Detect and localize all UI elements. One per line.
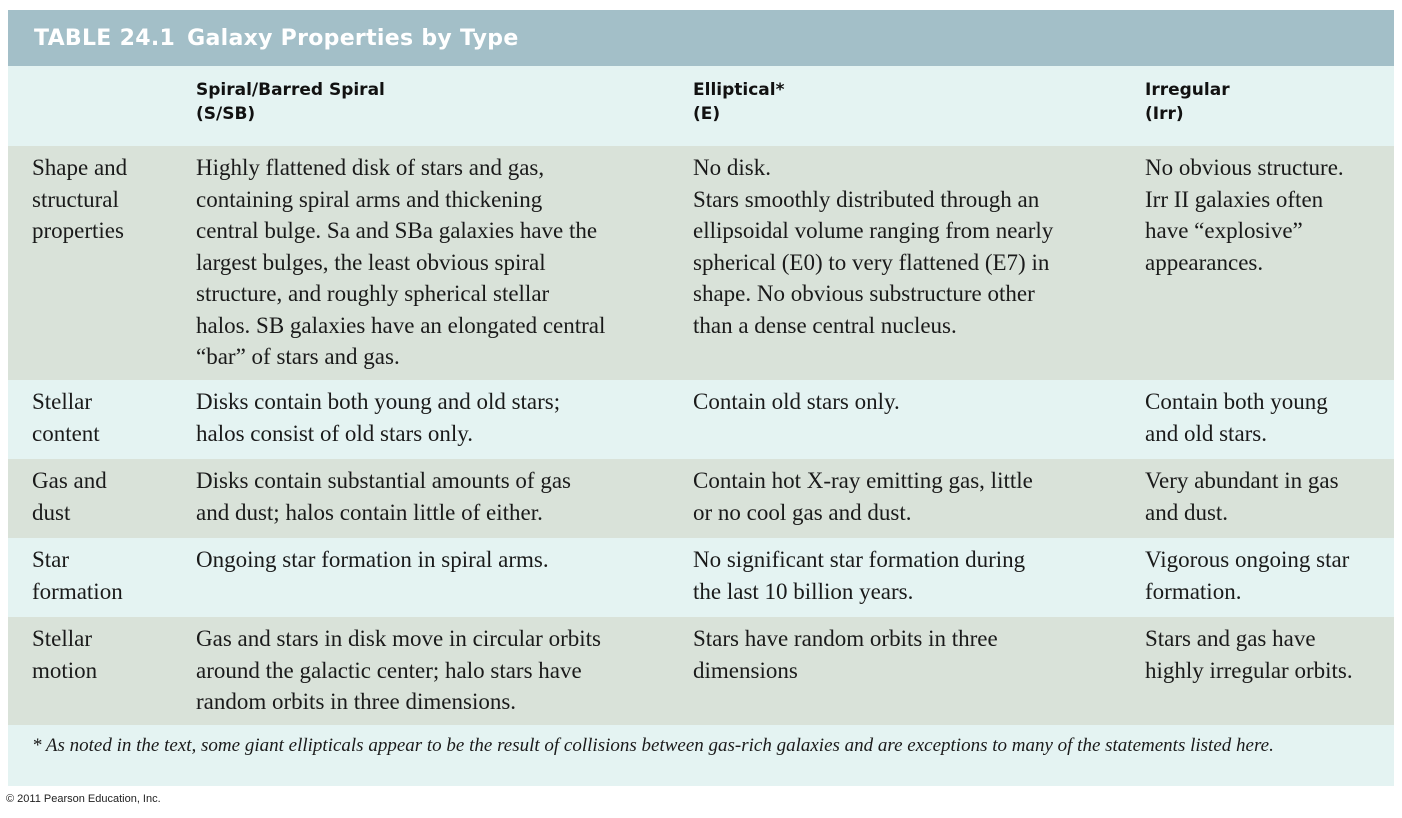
cell-shape-irregular: No obvious structure. Irr II galaxies often have “explosive” appearances. xyxy=(1145,155,1344,275)
cell-gas-irregular: Very abundant in gas and dust. xyxy=(1145,468,1339,525)
cell-motion-irregular: Stars and gas have highly irregular orbits. xyxy=(1145,626,1353,683)
table-title-bar xyxy=(8,10,1394,66)
cell-gas-spiral: Disks contain substantial amounts of gas and dust; halos contain little of either. xyxy=(196,468,571,525)
table-row-shape xyxy=(8,146,1394,380)
cell-motion-spiral: Gas and stars in disk move in circular orbits around the galactic center; halo stars have random orbits in three dimensions. xyxy=(196,626,601,714)
cell-content-spiral: Disks contain both young and old stars; halos consist of old stars only. xyxy=(196,389,561,446)
table-row-star-formation xyxy=(8,538,1394,617)
row-label-star-formation: Star formation xyxy=(32,547,123,604)
cell-motion-elliptical: Stars have random orbits in three dimensions xyxy=(693,626,998,683)
galaxy-properties-table xyxy=(8,10,1394,786)
cell-shape-elliptical: No disk. Stars smoothly distributed through an ellipsoidal volume ranging from nearly spherical (E0) to very flattened (E7) in shape. No obvious substructure other than a dense central nucleus. xyxy=(693,155,1054,338)
header-empty-cell xyxy=(8,78,196,146)
row-label-shape: Shape and structural properties xyxy=(32,155,128,243)
cell-formation-elliptical: No significant star formation during the last 10 billion years. xyxy=(693,547,1026,604)
cell-content-irregular: Contain both young and old stars. xyxy=(1145,389,1328,446)
header-elliptical: Elliptical* (E) xyxy=(693,80,785,124)
cell-formation-irregular: Vigorous ongoing star formation. xyxy=(1145,547,1350,604)
row-label-stellar-content: Stellar content xyxy=(32,389,100,446)
table-row-gas-dust xyxy=(8,459,1394,538)
cell-content-elliptical: Contain old stars only. xyxy=(693,389,900,414)
row-label-gas-dust: Gas and dust xyxy=(32,468,107,525)
table-row-stellar-motion xyxy=(8,617,1394,725)
cell-shape-spiral: Highly flattened disk of stars and gas, containing spiral arms and thickening central bulge. Sa and SBa galaxies have the largest bulges, the least obvious spiral structure, and roughly spherical stellar halos. SB galaxies have an elongated central “bar” of stars and gas. xyxy=(196,155,606,369)
header-irregular: Irregular (Irr) xyxy=(1145,80,1230,124)
table-number: TABLE 24.1 xyxy=(34,25,176,51)
header-spiral: Spiral/Barred Spiral (S/SB) xyxy=(196,80,385,124)
table-title: Galaxy Properties by Type xyxy=(187,25,519,51)
copyright-notice: © 2011 Pearson Education, Inc. xyxy=(6,793,161,805)
table-footnote: * As noted in the text, some giant ellipticals appear to be the result of collisions between gas-rich galaxies and are exceptions to many of the statements listed here. xyxy=(8,725,1394,786)
cell-gas-elliptical: Contain hot X-ray emitting gas, little or no cool gas and dust. xyxy=(693,468,1033,525)
row-label-stellar-motion: Stellar motion xyxy=(32,626,98,683)
column-header-row xyxy=(8,66,1394,146)
cell-formation-spiral: Ongoing star formation in spiral arms. xyxy=(196,547,549,572)
table-row-stellar-content xyxy=(8,380,1394,459)
